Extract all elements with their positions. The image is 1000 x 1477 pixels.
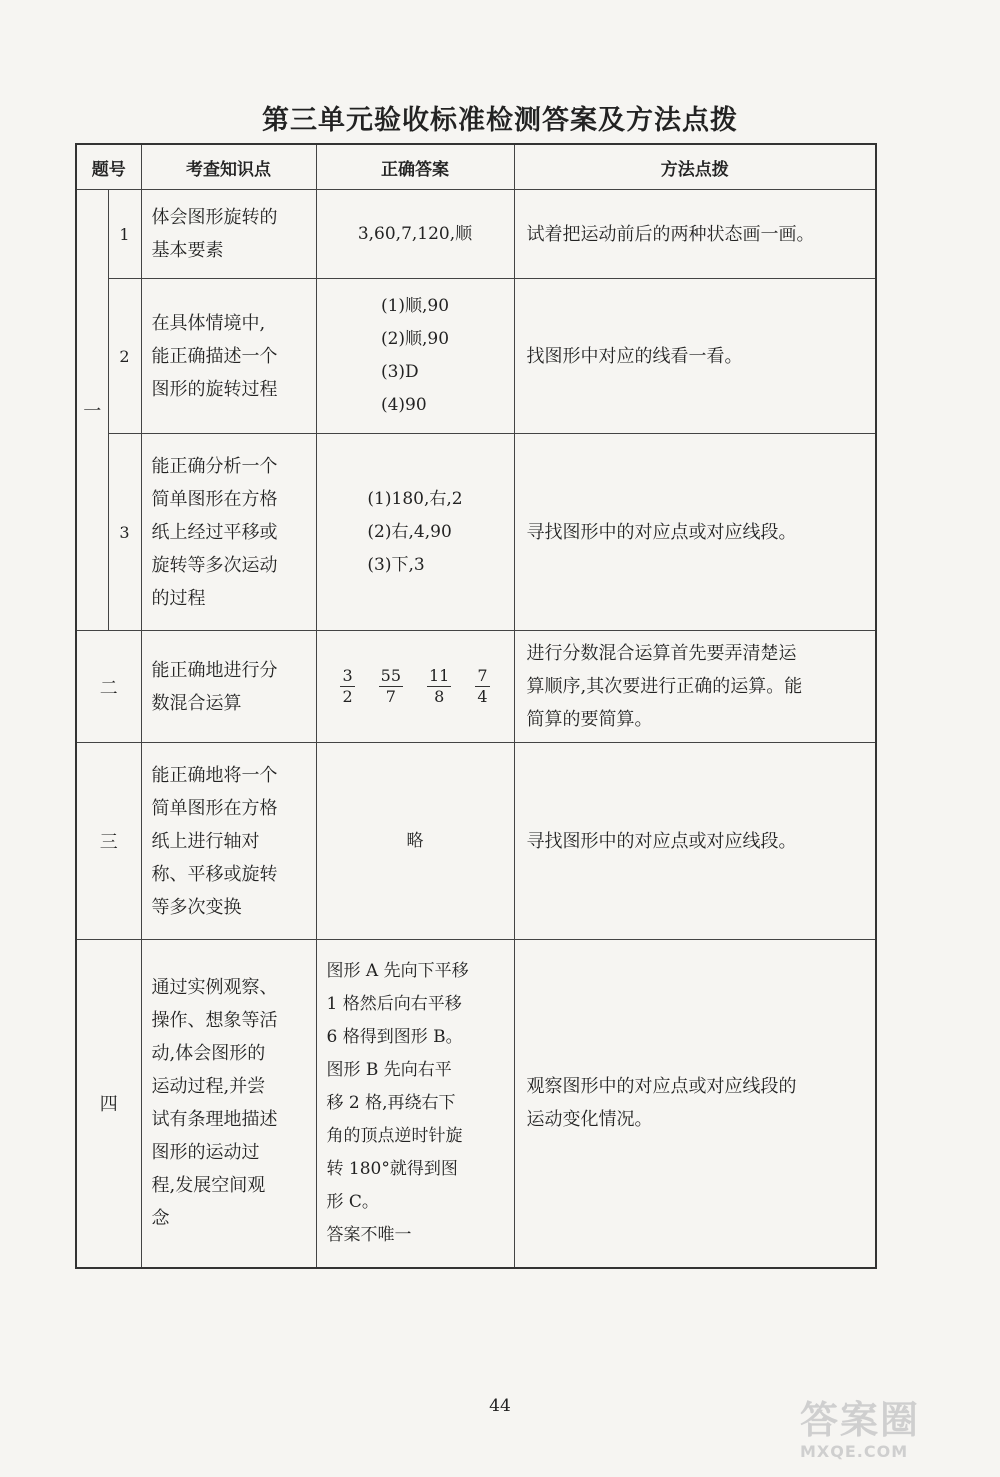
fraction: $\frac{7}{4}$ [477,666,488,706]
header-knowledge: 考查知识点 [141,144,316,190]
knowledge-cell: 在具体情境中, 能正确描述一个 图形的旋转过程 [141,279,316,434]
answer-cell: (1)180,右,2 (2)右,4,90 (3)下,3 [316,434,514,631]
answer-cell: 图形 A 先向下平移 1 格然后向右平移 6 格得到图形 B。 图形 B 先向右平 移 2 格,再绕右下 角的顶点逆时针旋 转 180°就得到图 形 C。 答案不唯一 [316,940,514,1268]
section-label: 二 [76,631,141,743]
tip-cell: 找图形中对应的线看一看。 [514,279,876,434]
fraction: $\frac{11}{8}$ [429,666,450,706]
answer-cell: (1)顺,90 (2)顺,90 (3)D (4)90 [316,279,514,434]
table-row [76,190,876,279]
answer-cell: 3,60,7,120,顺 [316,190,514,279]
watermark-text: 答案圈 [800,1398,921,1442]
table-row [76,940,876,1268]
knowledge-cell: 能正确地将一个 简单图形在方格 纸上进行轴对 称、平移或旋转 等多次变换 [141,743,316,940]
table-header-row [76,144,876,190]
sub-question-number: 1 [108,190,141,279]
answer-table [75,143,877,1269]
section-label: 四 [76,940,141,1268]
knowledge-cell: 通过实例观察、 操作、想象等活 动,体会图形的 运动过程,并尝 试有条理地描述 图形的运动过 程,发展空间观 念 [141,940,316,1268]
tip-cell: 观察图形中的对应点或对应线段的 运动变化情况。 [514,940,876,1268]
section-label: 一 [76,190,108,631]
watermark-logo [800,1398,980,1474]
table-row [76,279,876,434]
tip-cell: 寻找图形中的对应点或对应线段。 [514,434,876,631]
knowledge-cell: 体会图形旋转的 基本要素 [141,190,316,279]
tip-cell: 试着把运动前后的两种状态画一画。 [514,190,876,279]
tip-cell: 进行分数混合运算首先要弄清楚运 算顺序,其次要进行正确的运算。能 简算的要简算。 [514,631,876,743]
answer-cell: 略 [316,743,514,940]
sub-question-number: 2 [108,279,141,434]
table-row [76,434,876,631]
header-qno: 题号 [76,144,141,190]
header-answer: 正确答案 [316,144,514,190]
page-number: 44 [489,1396,511,1416]
page-title: 第三单元验收标准检测答案及方法点拨 [262,105,738,136]
section-label: 三 [76,743,141,940]
header-tip: 方法点拨 [514,144,876,190]
fraction: $\frac{55}{7}$ [380,666,401,706]
table-row [76,631,876,743]
knowledge-cell: 能正确分析一个 简单图形在方格 纸上经过平移或 旋转等多次运动 的过程 [141,434,316,631]
table-row [76,743,876,940]
fraction-list [317,666,514,707]
fraction: $\frac{3}{2}$ [342,666,353,706]
knowledge-cell: 能正确地进行分 数混合运算 [141,631,316,743]
tip-cell: 寻找图形中的对应点或对应线段。 [514,743,876,940]
answer-cell [316,631,514,743]
watermark-url: MXQE.COM [800,1442,909,1461]
sub-question-number: 3 [108,434,141,631]
